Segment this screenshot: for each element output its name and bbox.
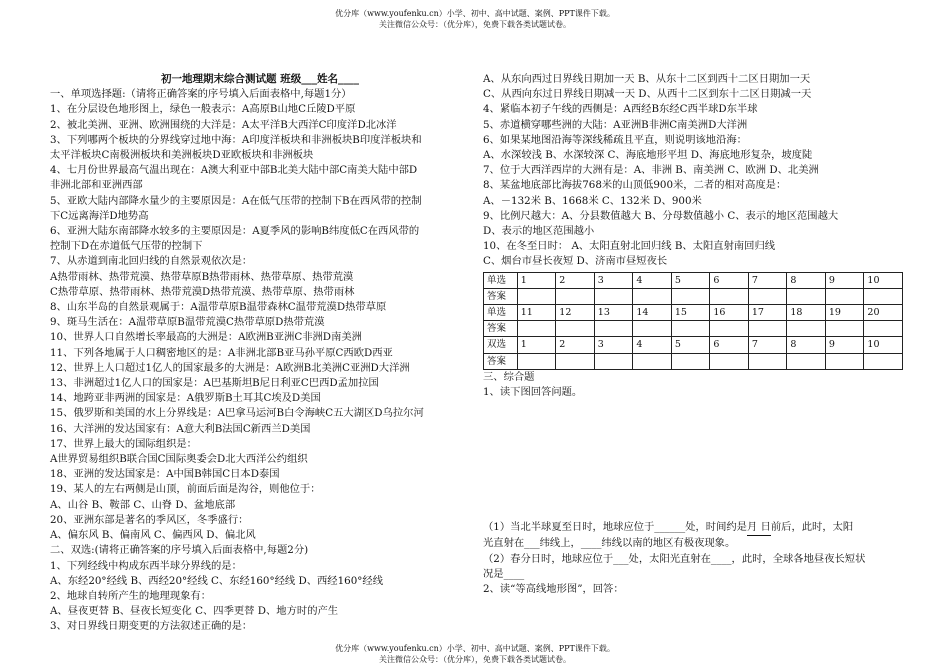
number-cell: 10 [864,337,903,353]
number-cell: 1 [517,337,556,353]
answer-cell[interactable] [825,321,864,337]
question-line: 6、如果某地图沿海等深线稀疏且平直，则说明该地沿海： [483,133,747,146]
answer-cell[interactable] [594,353,633,369]
figure-placeholder [483,400,903,520]
table-row [484,305,903,321]
answer-cell[interactable] [710,288,749,304]
number-cell: 9 [825,337,864,353]
number-cell: 4 [633,337,672,353]
number-cell: 18 [787,305,826,321]
question-line: 2、被北美洲、亚洲、欧洲围绕的大洋是：A太平洋B大西洋C印度洋D北冰洋 [50,118,397,131]
number-cell: 14 [633,305,672,321]
number-cell: 10 [864,272,903,288]
question-line: 3、对日界线日期变更的方法叙述正确的是： [50,620,253,633]
footer-line-2: 关注微信公众号：（优分库），免费下载各类试题试卷。 [379,655,571,664]
number-cell: 20 [864,305,903,321]
answer-cell[interactable] [517,288,556,304]
section3-p2: （2）春分日时，地球应位于___处，太阳光直射在____，此时，全球各地昼夜长短状 [483,552,866,565]
number-cell: 12 [556,305,595,321]
answer-cell[interactable] [864,353,903,369]
number-cell: 3 [594,337,633,353]
answer-cell[interactable] [671,353,710,369]
right-column [483,72,903,597]
number-cell: 5 [671,337,710,353]
answer-cell[interactable] [556,353,595,369]
question-line: A、－132米 B、1668米 C、132米 D、900米 [483,194,702,207]
answer-cell[interactable] [671,321,710,337]
number-cell: 16 [710,305,749,321]
question-line: 7、从赤道到南北回归线的自然景观依次是： [50,255,253,268]
answer-cell[interactable] [748,321,787,337]
question-line: 20、亚洲东部是著名的季风区，冬季盛行： [50,513,249,526]
number-cell: 15 [671,305,710,321]
question-line: 5、赤道横穿哪些洲的大陆：A亚洲B非洲C南美洲D大洋洲 [483,118,748,131]
table-row [484,353,903,369]
question-line: 下C远离海洋D地势高 [50,209,149,222]
question-line: C热带草原、热带雨林、热带荒漠D热带荒漠、热带草原、热带雨林 [50,285,355,298]
number-cell: 13 [594,305,633,321]
row-label: 单选 [484,272,518,288]
question-line: A、从东向西过日界线日期加一天 B、从东十二区到西十二区日期加一天 [483,73,811,85]
number-cell: 7 [748,337,787,353]
left-column [50,72,470,635]
question-line: 11、下列各地属于人口稠密地区的是：A非洲北部B亚马孙平原C西欧D西亚 [50,346,393,359]
answer-cell[interactable] [864,288,903,304]
question-line: 14、地跨亚非两洲的国家是：A俄罗斯B土耳其C埃及D美国 [50,392,321,405]
row-label: 答案 [484,288,518,304]
question-line: 一、单项选择题:（请将正确答案的序号填入后面表格中,每题1分） [50,88,352,101]
question-line: 19、某人的左右两侧是山顶，前面后面是沟谷，则他位于： [50,483,321,496]
number-cell: 2 [556,272,595,288]
question-line: C、烟台市昼长夜短 D、济南市昼短夜长 [483,255,668,268]
p1-date-blank[interactable]: 月 日 [747,520,771,536]
table-row [484,321,903,337]
number-cell: 9 [825,272,864,288]
question-line: 1、下列经线中构成东西半球分界线的是： [50,559,242,572]
question-line: A、水深较浅 B、水深较深 C、海底地形平坦 D、海底地形复杂，坡度陡 [483,149,813,162]
number-cell: 8 [787,337,826,353]
question-line: A世界贸易组织B联合国C国际奥委会D北大西洋公约组织 [50,453,308,466]
section3-p2-cont: 况是____ [483,567,525,580]
number-cell: 19 [825,305,864,321]
question-line: 13、非洲超过1亿人口的国家是：A巴基斯坦B尼日利亚C巴西D孟加拉国 [50,377,379,390]
question-line: 7、位于大西洋西岸的大洲有是：A、非洲 B、南美洲 C、欧洲 D、北美洲 [483,164,819,177]
answer-cell[interactable] [556,288,595,304]
question-line: 18、亚洲的发达国家是：A中国B韩国C日本D泰国 [50,468,280,481]
section3-q2: 2、读“等高线地形图”，回答： [483,583,624,596]
number-cell: 8 [787,272,826,288]
row-label: 答案 [484,321,518,337]
answer-cell[interactable] [864,321,903,337]
left-question-list [50,87,470,634]
page-footer [0,643,950,665]
answer-cell[interactable] [787,353,826,369]
number-cell: 11 [517,305,556,321]
question-line: 9、比例尺越大：A、分县数值越大 B、分母数值越小 C、表示的地区范围越大 [483,209,839,222]
question-line: A、昼夜更替 B、昼夜长短变化 C、四季更替 D、地方时的产生 [50,605,339,618]
p1-text-c: 前后，此时，太阳 [770,521,854,534]
question-line: 6、亚洲大陆东南部降水较多的主要原因是：A夏季风的影响B纬度低C在西风带的 [50,225,420,238]
section3-p1-cont: 光直射在___纬线上，____纬线以南的地区有极夜现象。 [483,537,736,550]
number-cell: 1 [517,272,556,288]
exam-title: 初一地理期末综合测试题 班级___姓名____ [161,73,359,85]
answer-cell[interactable] [633,321,672,337]
table-row [484,337,903,353]
question-line: 5、亚欧大陆内部降水量少的主要原因是：A在低气压带的控制下B在西风带的控制 [50,194,422,207]
table-row [484,288,903,304]
question-line: 4、紧临本初子午线的西侧是：A西经B东经C西半球D东半球 [483,103,758,116]
answer-cell[interactable] [787,288,826,304]
question-line: 17、世界上最大的国际组织是： [50,437,197,450]
answer-cell[interactable] [517,353,556,369]
number-cell: 3 [594,272,633,288]
answer-cell[interactable] [825,288,864,304]
p1-text-a: （1）当北半球夏至日时，地球应位于______处，时间约是 [483,521,747,534]
question-line: C、从西向东过日界线日期减一天 D、从西十二区到东十二区日期减一天 [483,88,812,101]
number-cell: 17 [748,305,787,321]
number-cell: 6 [710,272,749,288]
header-line-1: 优分库（www.youfenku.cn）小学、初中、高中试题、案例、PPT课件下载。 [335,9,615,18]
page-header [0,8,950,30]
question-line: 12、世界上人口超过1亿人的国家最多的大洲是：A欧洲B北美洲C亚洲D大洋洲 [50,361,410,374]
answer-cell[interactable] [517,321,556,337]
question-line: 二、双选:(请将正确答案的序号填入后面表格中,每题2分) [50,544,309,557]
number-cell: 6 [710,337,749,353]
question-line: 16、大洋洲的发达国家有：A意大利B法国C新西兰D美国 [50,422,311,435]
header-line-2: 关注微信公众号：（优分库），免费下载各类试题试卷。 [379,20,571,29]
question-line: 15、俄罗斯和美国的水上分界线是：A巴拿马运河B白令海峡C五大湖区D乌拉尔河 [50,407,424,420]
section3-p1 [483,520,903,536]
answer-cell[interactable] [671,288,710,304]
right-question-list [483,72,903,270]
answer-cell[interactable] [594,288,633,304]
question-line: A、山谷 B、鞍部 C、山脊 D、盆地底部 [50,498,236,511]
row-label: 答案 [484,353,518,369]
number-cell: 4 [633,272,672,288]
question-line: 太平洋板块C南极洲板块和美洲板块D亚欧板块和非洲板块 [50,149,314,162]
question-line: 3、下列哪两个板块的分界线穿过地中海：A印度洋板块和非洲板块B印度洋板块和 [50,133,422,146]
answer-cell[interactable] [633,353,672,369]
answer-cell[interactable] [594,321,633,337]
question-line: 非洲北部和亚洲西部 [50,179,143,192]
answer-cell[interactable] [710,353,749,369]
answer-cell[interactable] [633,288,672,304]
row-label: 单选 [484,305,518,321]
question-line: 10、在冬至日时： A、太阳直射北回归线 B、太阳直射南回归线 [483,240,776,253]
answer-cell[interactable] [748,288,787,304]
question-line: 2、地球自转所产生的地理现象有： [50,589,212,602]
question-line: A、东经20°经线 B、西经20°经线 C、东经160°经线 D、西经160°经线 [50,574,383,587]
answer-cell[interactable] [748,353,787,369]
question-line: 4、七月份世界最高气温出现在：A澳大利亚中部B北美大陆中部C南美大陆中部D [50,164,418,177]
row-label: 双选 [484,337,518,353]
answer-cell[interactable] [787,321,826,337]
question-line: A热带雨林、热带荒漠、热带草原B热带雨林、热带草原、热带荒漠 [50,270,354,283]
question-line: 控制下D在赤道低气压带的控制下 [50,240,203,253]
number-cell: 2 [556,337,595,353]
question-line: 8、山东半岛的自然景观属于：A温带草原B温带森林C温带荒漠D热带草原 [50,301,387,314]
question-line: 9、斑马生活在：A温带草原B温带荒漠C热带草原D热带荒漠 [50,316,325,329]
number-cell: 7 [748,272,787,288]
question-line: 10、世界人口自然增长率最高的大洲是：A欧洲B亚洲C非洲D南美洲 [50,331,362,344]
answer-cell[interactable] [825,353,864,369]
answer-cell[interactable] [710,321,749,337]
question-line: A、偏东风 B、偏南风 C、偏西风 D、偏北风 [50,529,256,542]
answer-cell[interactable] [556,321,595,337]
question-line: 8、某盆地底部比海拔768米的山顶低900米，二者的相对高度是： [483,179,787,192]
section3-title: 三、综合题 [483,370,535,383]
question-line: 1、在分层设色地形图上，绿色一般表示：A高原B山地C丘陵D平原 [50,103,356,116]
number-cell: 5 [671,272,710,288]
table-row [484,272,903,288]
answer-table [483,272,903,370]
question-line: D、表示的地区范围越小 [483,225,595,238]
section3-q1: 1、读下图回答问题。 [483,386,583,399]
footer-line-1: 优分库（www.youfenku.cn）小学、初中、高中试题、案例、PPT课件下载。 [335,644,615,653]
